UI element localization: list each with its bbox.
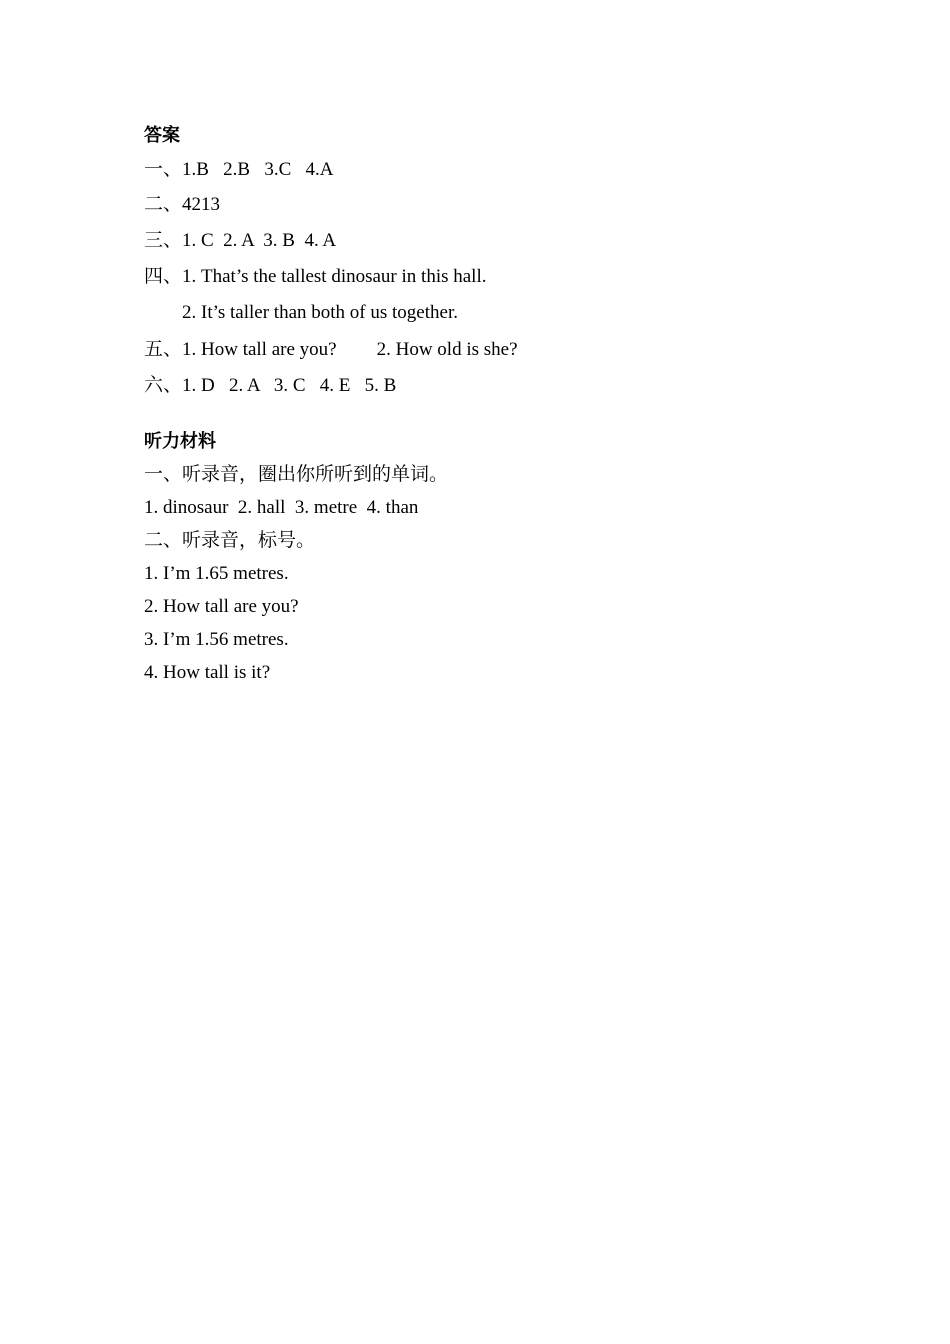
answer-section-6: 六、1. D 2. A 3. C 4. E 5. B [144,375,397,396]
listening-item: 2. How tall are you? [144,596,299,617]
answer-section-2: 二、4213 [144,194,221,215]
answer-section-5-part-1: 五、1. How tall are you? [144,339,337,360]
listening-item: 3. I’m 1.56 metres. [144,629,289,650]
listening-heading: 听力材料 [144,431,216,452]
answer-section-1: 一、1.B 2.B 3.C 4.A [144,159,334,180]
answer-section-5-part-2: 2. How old is she? [376,339,518,360]
listening-section-1-title: 一、听录音，圈出你所听到的单词。 [144,464,449,485]
answer-section-4-line-1: 四、1. That’s the tallest dinosaur in this hall. [144,266,487,287]
answers-heading: 答案 [144,125,180,146]
answer-section-3: 三、1. C 2. A 3. B 4. A [144,230,337,251]
answer-section-5 [144,338,518,362]
answer-section-4-line-2: 2. It’s taller than both of us together. [182,302,458,323]
listening-item: 4. How tall is it? [144,662,271,683]
listening-item: 1. I’m 1.65 metres. [144,563,289,584]
listening-section-2-title: 二、听录音，标号。 [144,530,316,551]
listening-section-1-items: 1. dinosaur 2. hall 3. metre 4. than [144,497,419,518]
